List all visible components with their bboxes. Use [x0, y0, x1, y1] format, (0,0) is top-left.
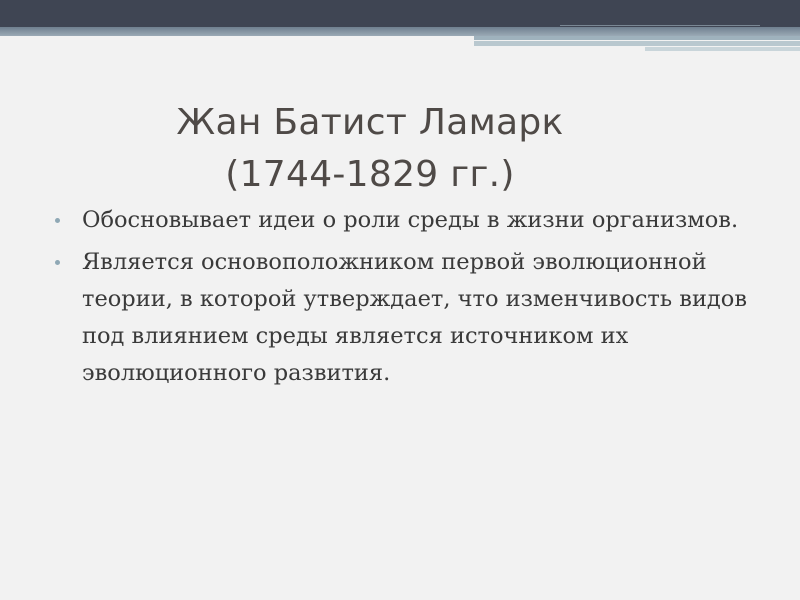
header-accent-line [560, 25, 760, 26]
bullet-list [52, 202, 772, 392]
header-band-edge [0, 27, 800, 36]
slide-title-line-2: (1744-1829 гг.) [225, 154, 515, 195]
slide-title-line-1: Жан Батист Ламарк [176, 102, 564, 143]
header-accent-bar [474, 41, 800, 46]
header-accent-bar [474, 36, 800, 40]
header-band [0, 0, 800, 27]
bullet-text: Обосновывает идеи о роли среды в жизни организмов. [82, 207, 739, 233]
bullet-text: Является основоположником первой эволюционной теории, в которой утверждает, что изменчивость видов под влиянием среды является источником их эволюционного развития. [82, 249, 748, 386]
slide-title [80, 97, 660, 201]
bullet-item [52, 244, 772, 392]
bullet-item [52, 202, 772, 239]
bullet-dot-icon [55, 218, 60, 223]
header-accent-bar [645, 47, 800, 51]
bullet-dot-icon [55, 260, 60, 265]
